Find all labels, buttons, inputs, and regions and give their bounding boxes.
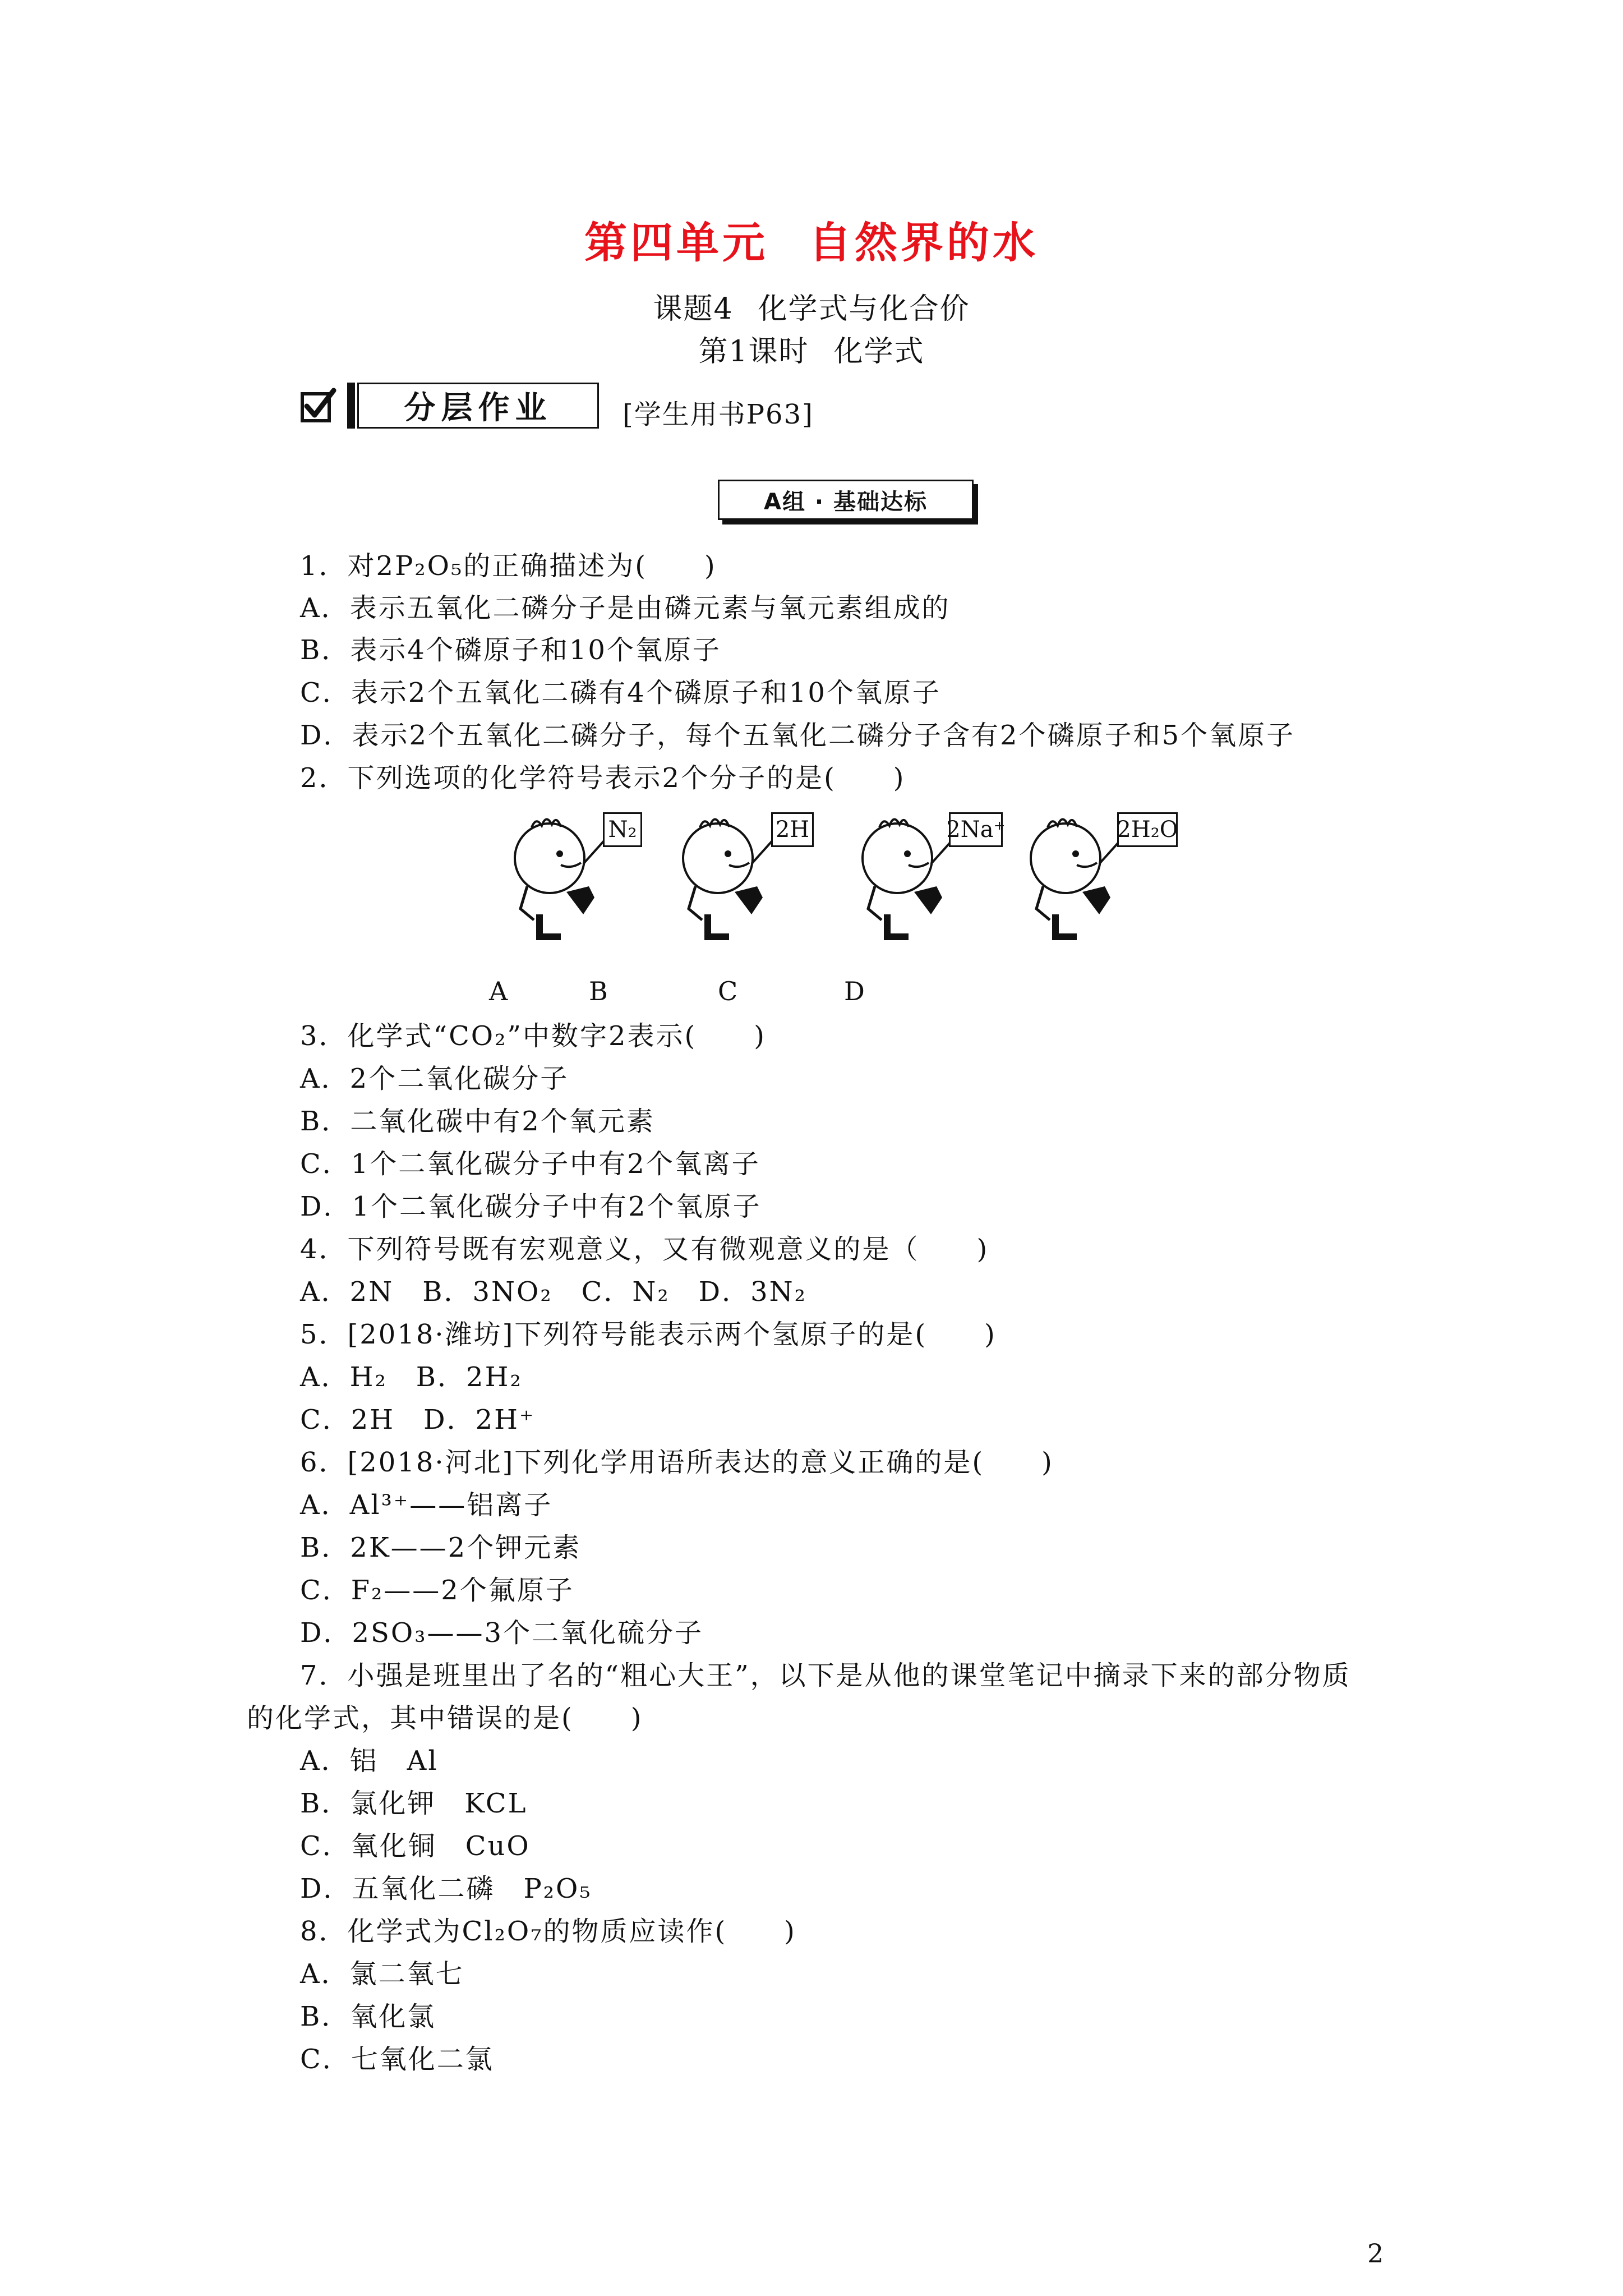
q3-stem: 3．化学式“CO₂”中数字2表示( ) (300, 1020, 766, 1052)
q6-option-a: A．Al³⁺——铝离子 (300, 1489, 553, 1521)
checkbox-icon (300, 387, 337, 424)
cartoon-figure-d (1021, 802, 1178, 948)
speech-bubble-b: 2H (771, 812, 814, 847)
q4-options: A．2N B．3NO₂ C．N₂ D．3N₂ (300, 1276, 807, 1308)
topic-number: 课题4 (653, 292, 734, 326)
q1-option-d: D．表示2个五氧化二磷分子，每个五氧化二磷分子含有2个磷原子和5个氧原子 (300, 720, 1295, 751)
figure-letter-b: B (589, 976, 608, 1006)
book-reference: [学生用书P63] (623, 399, 814, 430)
q1-option-c: C．表示2个五氧化二磷有4个磷原子和10个氧原子 (300, 677, 941, 708)
homework-label: 分层作业 (357, 383, 599, 429)
q7-option-d: D．五氧化二磷 P₂O₅ (300, 1873, 592, 1904)
speech-bubble-a: N₂ (603, 812, 642, 847)
q7-option-b: B．氯化钾 KCL (300, 1788, 528, 1819)
q1-option-b: B．表示4个磷原子和10个氧原子 (300, 634, 721, 666)
lesson-heading (0, 328, 1623, 370)
topic-heading (0, 285, 1623, 327)
speech-bubble-d: 2H₂O (1117, 812, 1178, 847)
group-label: A组 · 基础达标 (718, 480, 974, 520)
q6-option-c: C．F₂——2个氟原子 (300, 1575, 574, 1606)
figure-letter-a: A (489, 976, 508, 1006)
unit-name: 自然界的水 (809, 218, 1039, 268)
topic-name: 化学式与化合价 (758, 292, 970, 326)
page-number: 2 (1367, 2238, 1384, 2269)
figure-letter-c: C (718, 976, 738, 1006)
banner-bar (347, 383, 355, 429)
speech-bubble-c: 2Na⁺ (949, 812, 1003, 847)
q5-options-ab: A．H₂ B．2H₂ (300, 1361, 523, 1393)
homework-banner (300, 380, 599, 431)
q5-stem: 5．[2018·潍坊]下列符号能表示两个氢原子的是( ) (300, 1319, 997, 1350)
cartoon-figure-c (852, 802, 1006, 948)
q1-option-a: A．表示五氧化二磷分子是由磷元素与氧元素组成的 (300, 592, 951, 624)
q7-option-a: A．铝 Al (300, 1745, 439, 1777)
q7-stem-cont: 的化学式，其中错误的是( ) (247, 1703, 643, 1734)
lesson-name: 化学式 (833, 335, 925, 369)
lesson-number: 第1课时 (698, 335, 809, 369)
q3-option-a: A．2个二氧化碳分子 (300, 1063, 569, 1094)
q8-option-b: B．氧化氯 (300, 2001, 436, 2032)
cartoon-figure-b (673, 802, 813, 948)
figure-letter-d: D (844, 976, 865, 1006)
q1-stem: 1．对2P₂O₅的正确描述为( ) (300, 550, 717, 582)
q6-stem: 6．[2018·河北]下列化学用语所表达的意义正确的是( ) (300, 1447, 1054, 1478)
q8-option-c: C．七氧化二氯 (300, 2044, 494, 2075)
q2-stem: 2．下列选项的化学符号表示2个分子的是( ) (300, 762, 906, 794)
q5-options-cd: C．2H D．2H⁺ (300, 1404, 536, 1435)
q7-option-c: C．氧化铜 CuO (300, 1830, 531, 1862)
cartoon-figure-a (505, 802, 645, 948)
q8-option-a: A．氯二氧七 (300, 1958, 464, 1990)
q3-option-d: D．1个二氧化碳分子中有2个氧原子 (300, 1191, 762, 1222)
q7-stem: 7．小强是班里出了名的“粗心大王”，以下是从他的课堂笔记中摘录下来的部分物质 (300, 1660, 1351, 1691)
q3-option-b: B．二氧化碳中有2个氧元素 (300, 1106, 655, 1137)
q6-option-b: B．2K——2个钾元素 (300, 1532, 582, 1563)
q6-option-d: D．2SO₃——3个二氧化硫分子 (300, 1617, 704, 1649)
unit-number: 第四单元 (584, 218, 768, 268)
q2-figures (505, 802, 1206, 948)
unit-title (0, 209, 1623, 270)
q8-stem: 8．化学式为Cl₂O₇的物质应读作( ) (300, 1916, 796, 1947)
q4-stem: 4．下列符号既有宏观意义，又有微观意义的是（ ) (300, 1234, 989, 1265)
q3-option-c: C．1个二氧化碳分子中有2个氧离子 (300, 1148, 760, 1180)
